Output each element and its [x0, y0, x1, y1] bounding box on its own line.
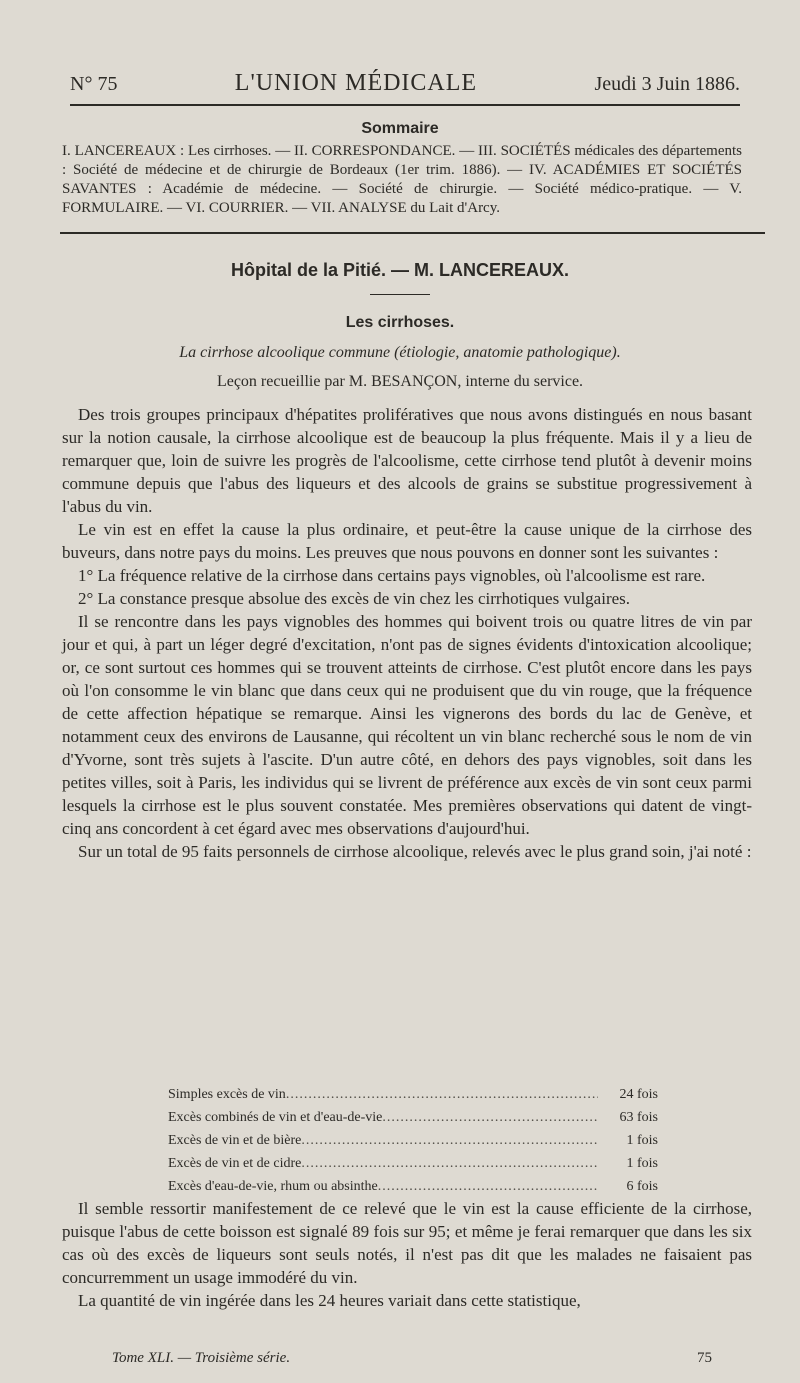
dot-leader [301, 1129, 598, 1152]
article-body [62, 403, 752, 863]
stat-label: Excès de vin et de cidre [168, 1156, 302, 1171]
paragraph: La quantité de vin ingérée dans les 24 heures variait dans cette statistique, [78, 1291, 581, 1310]
page-footer [112, 1350, 712, 1367]
volume-series: Tome XLI. — Troisième série. [112, 1350, 291, 1366]
dot-leader [286, 1083, 598, 1106]
sommaire-title: Sommaire [361, 120, 439, 137]
divider [60, 232, 765, 234]
stat-row [168, 1106, 658, 1129]
article-title: Les cirrhoses. [345, 314, 455, 331]
dot-leader [382, 1106, 598, 1129]
paragraph: Il semble ressortir manifestement de ce relevé que le vin est la cause efficiente de la cirrhose, puisque l'abus de cette boisson est signalé 89 fois sur 95; et même je ferai remarquer que dans les six cas où des excès de liqueurs sont seuls notés, il n'est pas dit que les malades ne faisaient pas concurremment un usage immodéré du vin. [62, 1199, 752, 1287]
statistics-table [168, 1083, 658, 1198]
issue-date: Jeudi 3 Juin 1886. [594, 73, 740, 95]
paragraph: Sur un total de 95 faits personnels de cirrhose alcoolique, relevés avec le plus grand soin, j'ai noté : [78, 842, 752, 861]
paragraph: Des trois groupes principaux d'hépatites prolifératives que nous avons distingués en nous basant sur la notion causale, la cirrhose alcoolique est de beaucoup la plus fréquente. Mais il y a lieu de remarquer que, loin de suivre les progrès de l'alcoolisme, cette cirrhose tend plutôt à devenir moins commune depuis que l'abus des liqueurs et des alcools de grains se substitue progressivement à l'abus du vin. [62, 405, 752, 516]
stat-label: Excès combinés de vin et d'eau-de-vie [168, 1110, 383, 1125]
dot-leader [378, 1175, 598, 1198]
paragraph: 2° La constance presque absolue des excès de vin chez les cirrhotiques vulgaires. [78, 589, 631, 608]
stat-count: 6 fois [626, 1179, 658, 1194]
stat-label: Excès d'eau-de-vie, rhum ou absinthe [168, 1179, 378, 1194]
stat-count: 1 fois [626, 1156, 658, 1171]
paragraph: Le vin est en effet la cause la plus ordinaire, et peut-être la cause unique de la cirrhose des buveurs, dans notre pays du moins. Les preuves que nous pouvons en donner sont les suivantes : [62, 520, 752, 562]
article-byline: Leçon recueillie par M. BESANÇON, interne du service. [216, 373, 584, 390]
issue-number: N° 75 [70, 73, 118, 95]
stat-row [168, 1152, 658, 1175]
hospital-heading: Hôpital de la Pitié. — M. LANCEREAUX. [230, 260, 570, 280]
stat-count: 63 fois [619, 1110, 658, 1125]
sommaire-text: I. LANCEREAUX : Les cirrhoses. — II. CORRESPONDANCE. — III. SOCIÉTÉS médicales des départements : Société de médecine et de chirurgie de Bordeaux (1er trim. 1886). — IV. ACADÉMIES ET SOCIÉTÉS SAVANTES : Académie de médecine. — Société de chirurgie. — Société médico-pratique. — V. FORMULAIRE. — VI. COURRIER. — VII. ANALYSE du Lait d'Arcy. [62, 143, 742, 216]
divider [370, 294, 430, 295]
stat-count: 24 fois [619, 1087, 658, 1102]
stat-label: Simples excès de vin [168, 1087, 286, 1102]
stat-row [168, 1083, 658, 1106]
dot-leader [301, 1152, 598, 1175]
journal-title: L'UNION MÉDICALE [234, 70, 478, 96]
stat-row [168, 1129, 658, 1152]
article-subtitle: La cirrhose alcoolique commune (étiologie, anatomie pathologique). [179, 344, 621, 361]
paragraph: 1° La fréquence relative de la cirrhose dans certains pays vignobles, où l'alcoolisme est rare. [78, 566, 706, 585]
paragraph: Il se rencontre dans les pays vignobles des hommes qui boivent trois ou quatre litres de vin par jour et qui, à part un léger degré d'excitation, n'ont pas de signes évidents d'intoxication alcoolique; or, ce sont surtout ces hommes qui se trouvent atteints de cirrhose. C'est plutôt encore dans les pays où l'on consomme le vin blanc que dans ceux qui ne produisent que du vin rouge, que la fréquence de cette affection hépatique se remarque. Ainsi les vignerons des bords du lac de Genève, et notamment ceux des environs de Lausanne, qui récoltent un vin blanc recherché sous le nom de vin d'Yvorne, sont très sujets à l'ascite. D'un autre côté, en dehors des pays vignobles, soit dans les petites villes, soit à Paris, les individus qui se livrent de préférence aux excès de vin sont ceux parmi lesquels la cirrhose est le plus souvent constatée. Mes premières observations qui datent de vingt-cinq ans concordent à cet égard avec mes observations d'aujourd'hui. [62, 612, 752, 838]
stat-row [168, 1175, 658, 1198]
page-number: 75 [697, 1350, 712, 1366]
stat-label: Excès de vin et de bière [168, 1133, 302, 1148]
page-header [70, 70, 740, 106]
stat-count: 1 fois [626, 1133, 658, 1148]
article-body-continued [62, 1197, 752, 1312]
